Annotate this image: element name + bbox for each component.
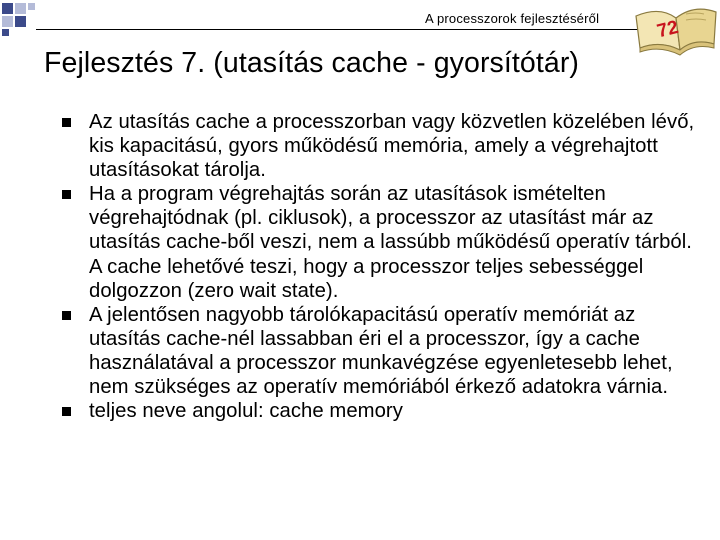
square-bullet-icon xyxy=(62,118,71,127)
list-item xyxy=(62,399,702,423)
square-bullet-icon xyxy=(62,311,71,320)
list-item xyxy=(62,110,702,182)
list-item xyxy=(62,303,702,399)
square-bullet-icon xyxy=(62,407,71,416)
running-header: A processzorok fejlesztéséről xyxy=(425,11,600,26)
square-bullet-icon xyxy=(62,190,71,199)
bullet-text: A jelentősen nagyobb tárolókapacitású operatív memóriát az utasítás cache-nél lassabban éri el a processzor, így a cache használatával a processzor munkavégzése egyenletesebb lehet, nem szükséges az operatív memóriából érkező adatokra várnia. xyxy=(89,303,673,399)
bullet-list xyxy=(62,110,702,423)
bullet-text: teljes neve angolul: cache memory xyxy=(89,400,403,423)
bullet-text: Az utasítás cache a processzorban vagy közvetlen közelében lévő, kis kapacitású, gyors működésű memória, amely a végrehajtott utasításokat tárolja. xyxy=(89,111,695,182)
bullet-text: Ha a program végrehajtás során az utasítások ismételten végrehajtódnak (pl. ciklusok), a processzor az utasítást már az utasítás cache-ből veszi, nem a lassúbb működésű operatív tárból. A cache lehetővé teszi, hogy a processzor teljes sebességgel dolgozzon (zero wait state). xyxy=(89,183,692,302)
slide-title: Fejlesztés 7. (utasítás cache - gyorsítótár) xyxy=(44,47,580,79)
list-item xyxy=(62,182,702,302)
header-rule xyxy=(36,29,642,30)
decorative-squares-icon xyxy=(0,0,40,40)
page-number: 72 xyxy=(655,16,681,43)
